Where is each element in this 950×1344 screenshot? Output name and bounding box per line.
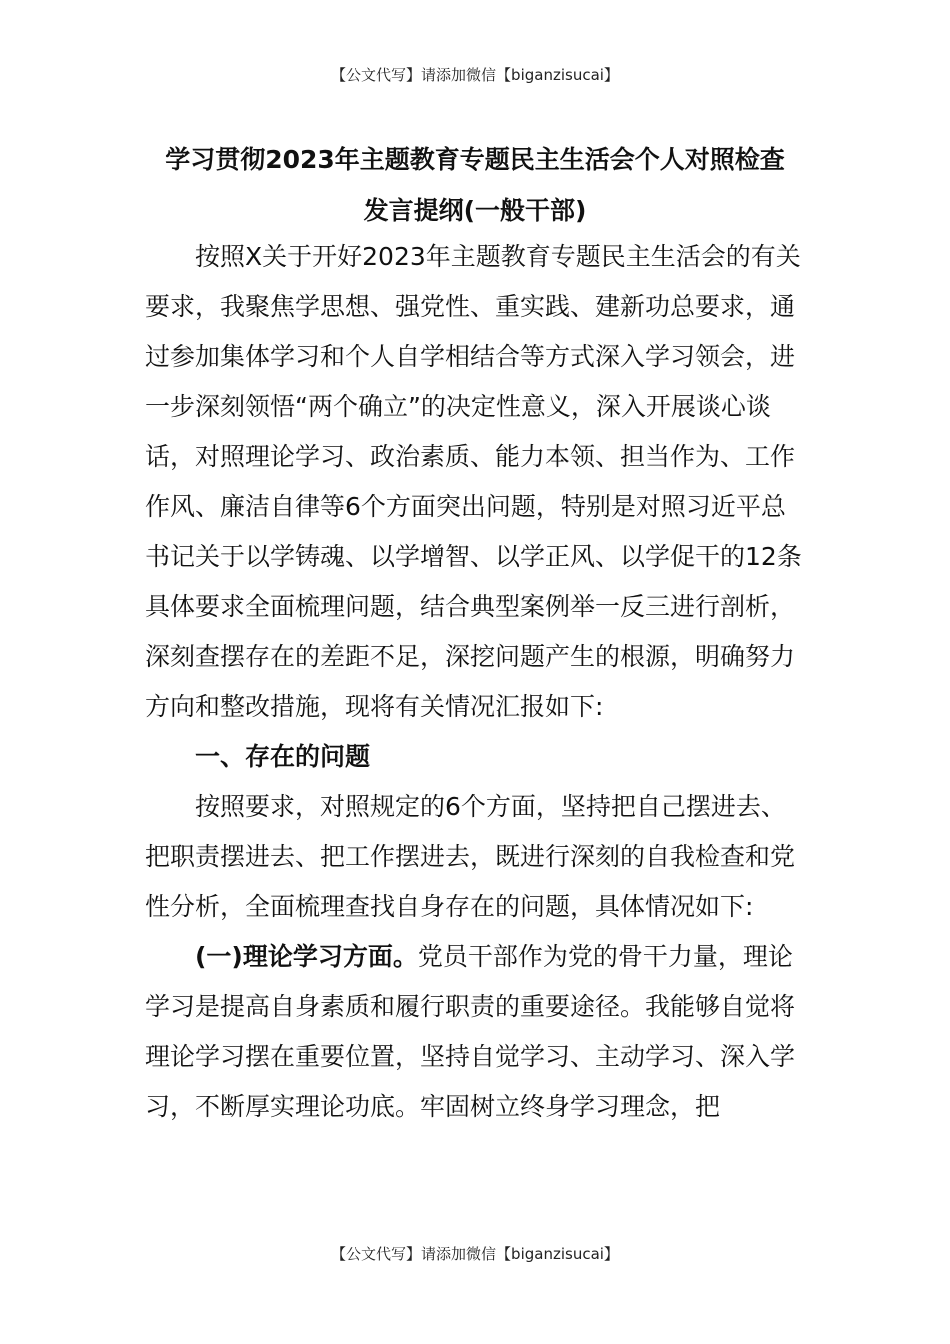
page-header: 【公文代写】请添加微信【biganzisucai】 xyxy=(331,66,619,84)
title-line-2: 发言提纲(一般干部) xyxy=(363,196,587,225)
subsection-paragraph xyxy=(145,932,810,1132)
intro-paragraph: 按照X关于开好2023年主题教育专题民主生活会的有关要求，我聚焦学思想、强党性、重实践、建新功总要求，通过参加集体学习和个人自学相结合等方式深入学习领会，进一步深刻领悟“两个确立”的决定性意义，深入开展谈心谈话，对照理论学习、政治素质、能力本领、担当作为、工作作风、廉洁自律等6个方面突出问题，特别是对照习近平总书记关于以学铸魂、以学增智、以学正风、以学促干的12条具体要求全面梳理问题，结合典型案例举一反三进行剖析，深刻查摆存在的差距不足，深挖问题产生的根源，明确努力方向和整改措施，现将有关情况汇报如下: xyxy=(145,242,802,721)
subsection-heading-theory: (一)理论学习方面。 xyxy=(195,942,418,971)
document-title xyxy=(110,134,840,236)
document-body xyxy=(145,232,810,1132)
page-footer: 【公文代写】请添加微信【biganzisucai】 xyxy=(331,1245,619,1263)
section-heading-problems: 一、存在的问题 xyxy=(195,742,371,771)
title-line-1: 学习贯彻2023年主题教育专题民主生活会个人对照检查 xyxy=(165,145,785,174)
section-paragraph: 按照要求，对照规定的6个方面，坚持把自己摆进去、把职责摆进去、把工作摆进去，既进行深刻的自我检查和党性分析，全面梳理查找自身存在的问题，具体情况如下: xyxy=(145,792,796,921)
subsection-text: 党员干部作为党的骨干力量，理论学习是提高自身素质和履行职责的重要途径。我能够自觉将理论学习摆在重要位置，坚持自觉学习、主动学习、深入学习，不断厚实理论功底。牢固树立终身学习理念，把 xyxy=(145,942,796,1121)
